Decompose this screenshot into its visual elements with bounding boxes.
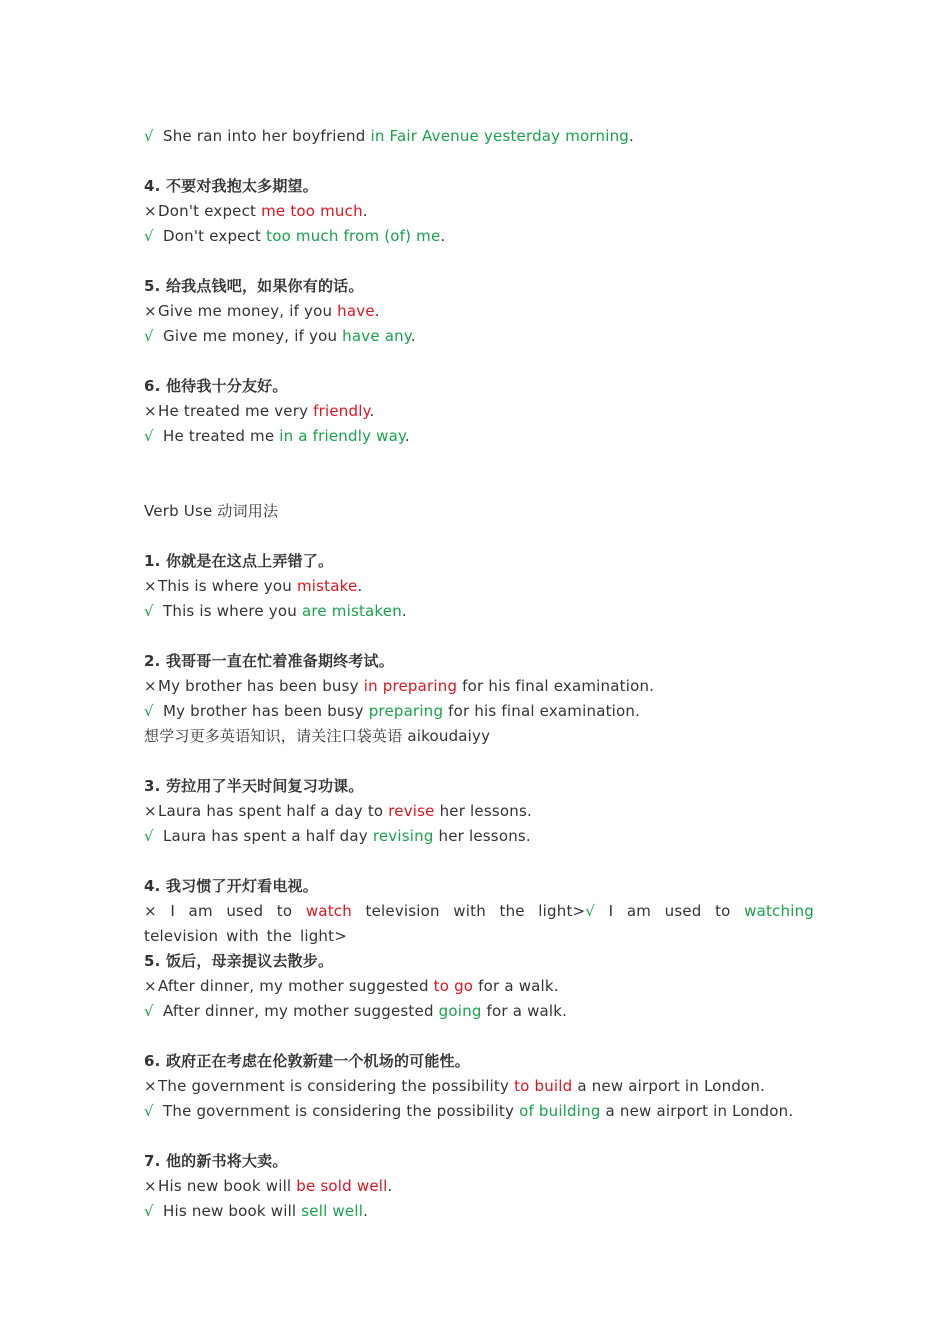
wrong-sentence: ×Give me money, if you have. — [144, 299, 814, 324]
highlight-wrong: in preparing — [363, 677, 458, 695]
highlight-wrong: revise — [388, 802, 435, 820]
wrong-sentence: ×Don't expect me too much. — [144, 199, 814, 224]
section-title: Verb Use 动词用法 — [144, 502, 279, 520]
cross-mark-icon: × — [144, 577, 157, 595]
cross-mark-icon: × — [144, 802, 157, 820]
correct-sentence: √ Give me money, if you have any. — [144, 324, 814, 349]
highlight-wrong: to go — [433, 977, 474, 995]
check-mark-icon: √ — [144, 1002, 154, 1020]
item-heading: 2. 我哥哥一直在忙着准备期终考试。 — [144, 652, 394, 670]
item-heading: 6. 他待我十分友好。 — [144, 377, 288, 395]
correct-sentence: √ He treated me in a friendly way. — [144, 424, 814, 449]
check-mark-icon: √ — [144, 1102, 154, 1120]
highlight-correct: have any — [342, 327, 411, 345]
correct-sentence: √ This is where you are mistaken. — [144, 599, 814, 624]
highlight-correct: are mistaken — [301, 602, 402, 620]
wrong-sentence: ×The government is considering the possibility to build a new airport in London. — [144, 1074, 814, 1099]
highlight-correct: too much from (of) me — [266, 227, 441, 245]
highlight-wrong: watch — [305, 902, 352, 920]
item-heading: 1. 你就是在这点上弄错了。 — [144, 552, 334, 570]
correct-sentence: √ After dinner, my mother suggested going for a walk. — [144, 999, 814, 1024]
cross-mark-icon: × — [144, 677, 157, 695]
item-heading: 5. 饭后，母亲提议去散步。 — [144, 952, 334, 970]
highlight-correct: sell well — [301, 1202, 364, 1220]
correct-sentence: √ My brother has been busy preparing for his final examination. — [144, 699, 814, 724]
check-mark-icon: √ — [144, 827, 154, 845]
highlight-wrong: me too much — [261, 202, 363, 220]
highlight-wrong: to build — [514, 1077, 573, 1095]
wrong-sentence: ×My brother has been busy in preparing for his final examination. — [144, 674, 814, 699]
cross-mark-icon: × — [144, 402, 157, 420]
cross-mark-icon: × — [144, 1077, 157, 1095]
cross-mark-icon: × — [144, 902, 157, 920]
item-heading: 3. 劳拉用了半天时间复习功课。 — [144, 777, 364, 795]
combined-sentence: × I am used to watch television with the light>√ I am used to watching television with the light> — [144, 902, 815, 945]
highlight-correct: revising — [372, 827, 434, 845]
highlight-correct: watching — [744, 902, 815, 920]
wrong-sentence: ×Laura has spent half a day to revise her lessons. — [144, 799, 814, 824]
highlight-wrong: be sold well — [296, 1177, 388, 1195]
check-mark-icon: √ — [144, 602, 154, 620]
correct-sentence: √ Don't expect too much from (of) me. — [144, 224, 814, 249]
check-mark-icon: √ — [144, 1202, 154, 1220]
highlight-correct: preparing — [368, 702, 444, 720]
check-mark-icon: √ — [144, 427, 154, 445]
highlight-wrong: mistake — [296, 577, 358, 595]
item-heading: 5. 给我点钱吧，如果你有的话。 — [144, 277, 364, 295]
highlight-correct: in a friendly way — [279, 427, 405, 445]
correct-sentence: √ His new book will sell well. — [144, 1199, 814, 1224]
item-heading: 4. 不要对我抱太多期望。 — [144, 177, 318, 195]
wrong-sentence: ×After dinner, my mother suggested to go for a walk. — [144, 974, 814, 999]
check-mark-icon: √ — [144, 227, 154, 245]
intro-correct-sentence: √ She ran into her boyfriend in Fair Avenue yesterday morning. — [144, 124, 814, 149]
check-mark-icon: √ — [144, 327, 154, 345]
check-mark-icon: √ — [585, 902, 596, 920]
highlight-correct: of building — [519, 1102, 601, 1120]
item-heading: 7. 他的新书将大卖。 — [144, 1152, 288, 1170]
item-heading: 4. 我习惯了开灯看电视。 — [144, 877, 318, 895]
cross-mark-icon: × — [144, 302, 157, 320]
cross-mark-icon: × — [144, 202, 157, 220]
highlight-wrong: have — [337, 302, 375, 320]
highlight-correct: in Fair Avenue yesterday morning — [370, 127, 630, 145]
promo-note: 想学习更多英语知识，请关注口袋英语 aikoudaiyy — [144, 727, 491, 745]
check-mark-icon: √ — [144, 127, 154, 145]
document-body — [144, 124, 814, 1224]
wrong-sentence: ×He treated me very friendly. — [144, 399, 814, 424]
item-heading: 6. 政府正在考虑在伦敦新建一个机场的可能性。 — [144, 1052, 470, 1070]
correct-sentence: √ The government is considering the possibility of building a new airport in London. — [144, 1099, 814, 1124]
cross-mark-icon: × — [144, 977, 157, 995]
wrong-sentence: ×His new book will be sold well. — [144, 1174, 814, 1199]
cross-mark-icon: × — [144, 1177, 157, 1195]
highlight-correct: going — [438, 1002, 482, 1020]
check-mark-icon: √ — [144, 702, 154, 720]
correct-sentence: √ Laura has spent a half day revising her lessons. — [144, 824, 814, 849]
wrong-sentence: ×This is where you mistake. — [144, 574, 814, 599]
highlight-wrong: friendly — [313, 402, 370, 420]
